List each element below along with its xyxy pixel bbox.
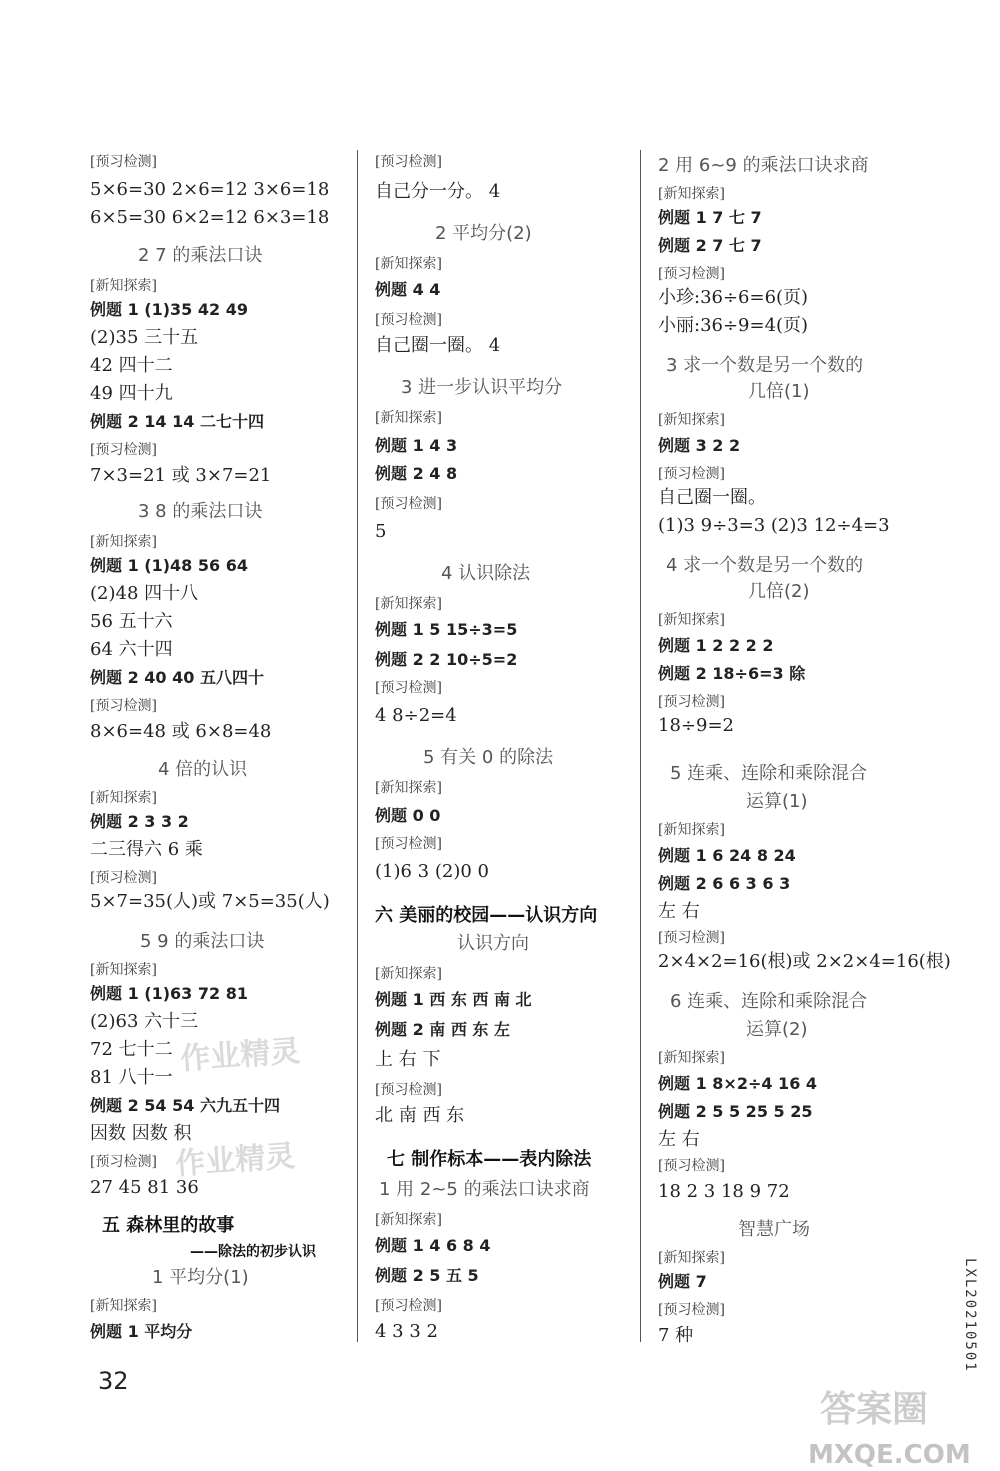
answer-line: 2×4×2=16(根)或 2×2×4=16(根)	[658, 951, 951, 972]
answer-line: 4 8÷2=4	[375, 705, 457, 726]
example-answer: 例题 2 5 五 5	[375, 1266, 479, 1285]
section-tag: [新知探索]	[658, 1250, 725, 1266]
example-answer: 例题 1 2 2 2 2	[658, 636, 774, 655]
section-tag: [预习检测]	[658, 694, 725, 710]
answer-line: 左 右	[658, 1129, 700, 1150]
section-tag: [新知探索]	[90, 278, 157, 294]
example-answer: 例题 1 8×2÷4 16 4	[658, 1074, 818, 1093]
answer-line: 自己圈一圈。	[658, 487, 766, 508]
example-answer: 例题 1 5 15÷3=5	[375, 620, 518, 639]
example-answer: 例题 1 (1)48 56 64	[90, 556, 248, 575]
lesson-heading: 2 用 6~9 的乘法口诀求商	[658, 155, 869, 176]
section-tag: [预习检测]	[375, 496, 442, 512]
section-tag: [预习检测]	[375, 836, 442, 852]
example-answer: 例题 3 2 2	[658, 436, 741, 455]
example-answer: 例题 4 4	[375, 280, 441, 299]
section-tag: [预习检测]	[90, 442, 157, 458]
answer-line: 8×6=48 或 6×8=48	[90, 721, 272, 742]
unit-heading: 七 制作标本——表内除法	[387, 1149, 592, 1170]
section-tag: [预习检测]	[658, 266, 725, 282]
section-tag: [新知探索]	[375, 410, 442, 426]
answer-line: 81 八十一	[90, 1067, 173, 1088]
section-tag: [新知探索]	[658, 186, 725, 202]
lesson-heading: 6 连乘、连除和乘除混合	[670, 991, 868, 1012]
page-number: 32	[98, 1367, 129, 1395]
section-tag: [新知探索]	[375, 596, 442, 612]
example-answer: 例题 2 2 10÷5=2	[375, 650, 518, 669]
answer-line: 18÷9=2	[658, 715, 734, 736]
watermark: 作业精灵	[174, 1138, 297, 1183]
example-answer: 例题 2 54 54 六九五十四	[90, 1096, 280, 1115]
section-tag: [预习检测]	[90, 154, 157, 170]
example-answer: 例题 1 4 3	[375, 436, 458, 455]
answer-line: 5×7=35(人)或 7×5=35(人)	[90, 891, 330, 912]
lesson-heading: 认识方向	[457, 933, 529, 954]
lesson-heading: 5 9 的乘法口诀	[140, 931, 265, 952]
watermark: 作业精灵	[179, 1033, 302, 1078]
answer-line: 自己圈一圈。 4	[375, 335, 501, 356]
lesson-heading: 1 用 2~5 的乘法口诀求商	[379, 1179, 590, 1200]
answer-line: (2)48 四十八	[90, 583, 199, 604]
answer-line: 左 右	[658, 901, 700, 922]
answer-line: 因数 因数 积	[90, 1123, 192, 1144]
answer-line: 64 六十四	[90, 639, 173, 660]
section-tag: [预习检测]	[90, 1154, 157, 1170]
answer-line: 二三得六 6 乘	[90, 839, 203, 860]
lesson-heading: 几倍(2)	[748, 581, 810, 602]
answer-line: 56 五十六	[90, 611, 173, 632]
lesson-heading: 几倍(1)	[748, 381, 810, 402]
example-answer: 例题 1 (1)63 72 81	[90, 984, 248, 1003]
example-answer: 例题 2 6 6 3 6 3	[658, 874, 791, 893]
section-tag: [预习检测]	[90, 698, 157, 714]
answer-line: 18 2 3 18 9 72	[658, 1181, 790, 1202]
answer-line: 5	[375, 521, 387, 542]
section-tag: [预习检测]	[658, 1158, 725, 1174]
lesson-heading: 运算(2)	[746, 1019, 808, 1040]
lesson-heading: 2 7 的乘法口诀	[138, 245, 263, 266]
example-answer: 例题 1 4 6 8 4	[375, 1236, 491, 1255]
answer-line: (2)35 三十五	[90, 327, 199, 348]
section-tag: [预习检测]	[658, 466, 725, 482]
section-tag: [预习检测]	[658, 930, 725, 946]
answer-line: 27 45 81 36	[90, 1177, 199, 1198]
answer-line: (1)6 3 (2)0 0	[375, 861, 489, 882]
example-answer: 例题 2 4 8	[375, 464, 458, 483]
answer-line: 小珍:36÷6=6(页)	[658, 287, 809, 308]
section-tag: [新知探索]	[90, 962, 157, 978]
section-tag: [新知探索]	[375, 966, 442, 982]
lesson-heading: 2 平均分(2)	[435, 223, 532, 244]
column-divider	[357, 150, 358, 1342]
section-tag: [预习检测]	[90, 870, 157, 886]
example-answer: 例题 1 西 东 西 南 北	[375, 990, 532, 1009]
answer-line: 7×3=21 或 3×7=21	[90, 465, 272, 486]
section-tag: [新知探索]	[90, 534, 157, 550]
answer-line: (1)3 9÷3=3 (2)3 12÷4=3	[658, 515, 890, 536]
example-answer: 例题 1 7 七 7	[658, 208, 762, 227]
section-tag: [新知探索]	[375, 256, 442, 272]
answer-line: 7 种	[658, 1325, 694, 1346]
example-answer: 例题 1 (1)35 42 49	[90, 300, 248, 319]
answer-line: 42 四十二	[90, 355, 173, 376]
lesson-heading: 智慧广场	[738, 1219, 810, 1240]
example-answer: 例题 2 18÷6=3 除	[658, 664, 806, 683]
section-tag: [新知探索]	[90, 790, 157, 806]
example-answer: 例题 2 40 40 五八四十	[90, 668, 264, 687]
example-answer: 例题 2 5 5 25 5 25	[658, 1102, 813, 1121]
lesson-heading: 3 8 的乘法口诀	[138, 501, 263, 522]
section-tag: [新知探索]	[375, 1212, 442, 1228]
lesson-heading: 3 进一步认识平均分	[401, 377, 563, 398]
unit-heading: 六 美丽的校园——认识方向	[375, 905, 598, 926]
watermark-site: MXQE.COM	[808, 1440, 971, 1470]
unit-heading: 五 森林里的故事	[102, 1215, 235, 1236]
example-answer: 例题 2 南 西 东 左	[375, 1020, 510, 1039]
example-answer: 例题 2 7 七 7	[658, 236, 762, 255]
example-answer: 例题 7	[658, 1272, 707, 1291]
answer-line: (2)63 六十三	[90, 1011, 199, 1032]
lesson-heading: 3 求一个数是另一个数的	[666, 355, 864, 376]
lesson-heading: 4 倍的认识	[158, 759, 248, 780]
lesson-heading: 4 求一个数是另一个数的	[666, 555, 864, 576]
answer-line: 上 右 下	[375, 1049, 441, 1070]
section-tag: [新知探索]	[658, 1050, 725, 1066]
watermark-logo: 答案圈	[820, 1389, 929, 1430]
answer-line: 6×5=30 6×2=12 6×3=18	[90, 207, 330, 228]
section-tag: [预习检测]	[375, 154, 442, 170]
section-tag: [新知探索]	[658, 822, 725, 838]
answer-line: 自己分一分。 4	[375, 181, 501, 202]
example-answer: 例题 1 平均分	[90, 1322, 193, 1341]
side-code: LXL20210501	[962, 1258, 978, 1373]
answer-line: 72 七十二	[90, 1039, 173, 1060]
column-divider	[640, 150, 641, 1342]
example-answer: 例题 0 0	[375, 806, 441, 825]
section-tag: [预习检测]	[375, 312, 442, 328]
section-tag: [新知探索]	[658, 612, 725, 628]
answer-line: 4 3 3 2	[375, 1321, 438, 1342]
section-tag: [预习检测]	[658, 1302, 725, 1318]
example-answer: 例题 2 3 3 2	[90, 812, 189, 831]
lesson-heading: 5 有关 0 的除法	[423, 747, 554, 768]
section-tag: [新知探索]	[90, 1298, 157, 1314]
unit-subheading: ——除法的初步认识	[190, 1244, 316, 1260]
answer-line: 北 南 西 东	[375, 1105, 465, 1126]
example-answer: 例题 1 6 24 8 24	[658, 846, 796, 865]
section-tag: [新知探索]	[375, 780, 442, 796]
section-tag: [新知探索]	[658, 412, 725, 428]
lesson-heading: 4 认识除法	[441, 563, 531, 584]
lesson-heading: 5 连乘、连除和乘除混合	[670, 763, 868, 784]
answer-line: 5×6=30 2×6=12 3×6=18	[90, 179, 330, 200]
section-tag: [预习检测]	[375, 680, 442, 696]
section-tag: [预习检测]	[375, 1082, 442, 1098]
answer-line: 49 四十九	[90, 383, 173, 404]
example-answer: 例题 2 14 14 二七十四	[90, 412, 264, 431]
lesson-heading: 运算(1)	[746, 791, 808, 812]
answer-line: 小丽:36÷9=4(页)	[658, 315, 809, 336]
section-tag: [预习检测]	[375, 1298, 442, 1314]
lesson-heading: 1 平均分(1)	[152, 1267, 249, 1288]
